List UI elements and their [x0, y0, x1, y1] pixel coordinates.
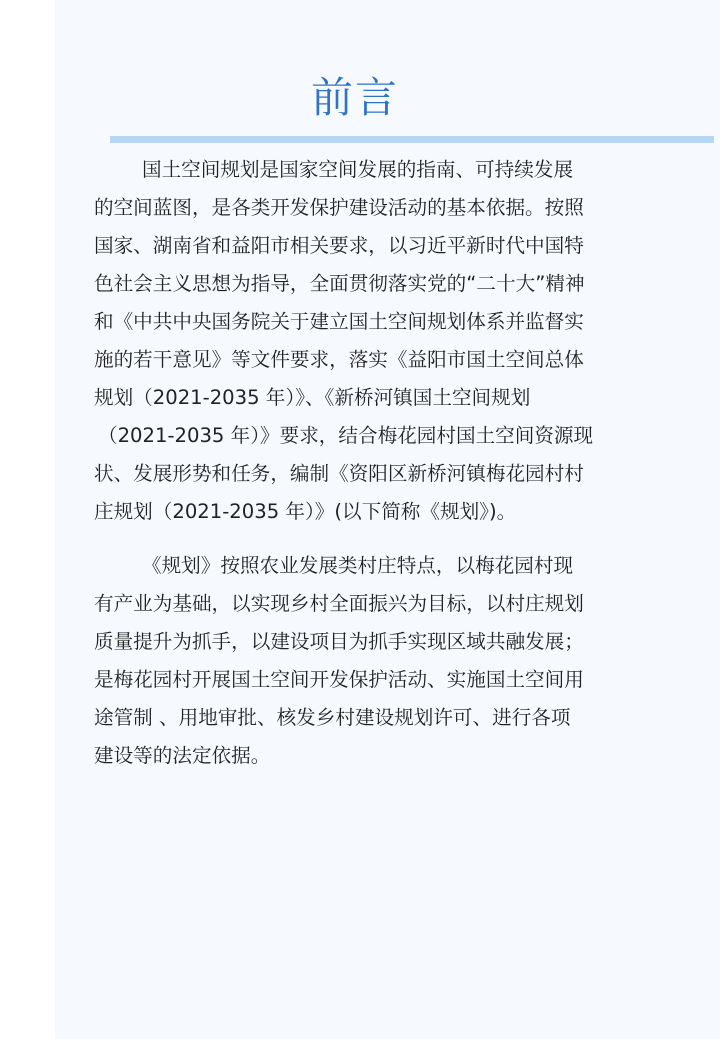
- paragraph-1-line-6: 施的若干意见》等文件要求，落实《益阳市国土空间总体: [94, 348, 584, 371]
- paragraph-2-line-3: 质量提升为抓手，以建设项目为抓手实现区域共融发展；: [94, 630, 584, 653]
- paragraph-2-line-6: 建设等的法定依据。: [94, 744, 271, 767]
- paragraph-2-line-1: 《规划》按照农业发展类村庄特点，以梅花园村现: [142, 554, 574, 577]
- paragraph-1-line-3: 国家、湖南省和益阳市相关要求，以习近平新时代中国特: [94, 234, 584, 257]
- title-underline-bar: [110, 136, 714, 143]
- paragraph-1-line-2: 的空间蓝图，是各类开发保护建设活动的基本依据。按照: [94, 196, 584, 219]
- page-title: 前言: [310, 73, 399, 122]
- paragraph-2-line-5: 途管制 、用地审批、核发乡村建设规划许可、进行各项: [94, 706, 571, 729]
- paragraph-1-line-5: 和《中共中央国务院关于建立国土空间规划体系并监督实: [94, 310, 584, 333]
- paragraph-1-line-7: 规划（2021-2035 年）》、《新桥河镇国土空间规划: [94, 386, 531, 409]
- paragraph-2-line-4: 是梅花园村开展国土空间开发保护活动、实施国土空间用: [94, 668, 584, 691]
- paragraph-2-line-2: 有产业为基础，以实现乡村全面振兴为目标，以村庄规划: [94, 592, 584, 615]
- paragraph-1-line-10: 庄规划（2021-2035 年）》(以下简称《规划》)。: [94, 500, 517, 523]
- paragraph-1-line-1: 国土空间规划是国家空间发展的指南、可持续发展: [142, 158, 574, 181]
- paragraph-1-line-9: 状、发展形势和任务，编制《资阳区新桥河镇梅花园村村: [94, 462, 584, 485]
- paragraph-1-line-4: 色社会主义思想为指导，全面贯彻落实党的“二十大”精神: [94, 272, 585, 295]
- paragraph-1-line-8: （2021-2035 年）》要求，结合梅花园村国土空间资源现: [98, 424, 594, 447]
